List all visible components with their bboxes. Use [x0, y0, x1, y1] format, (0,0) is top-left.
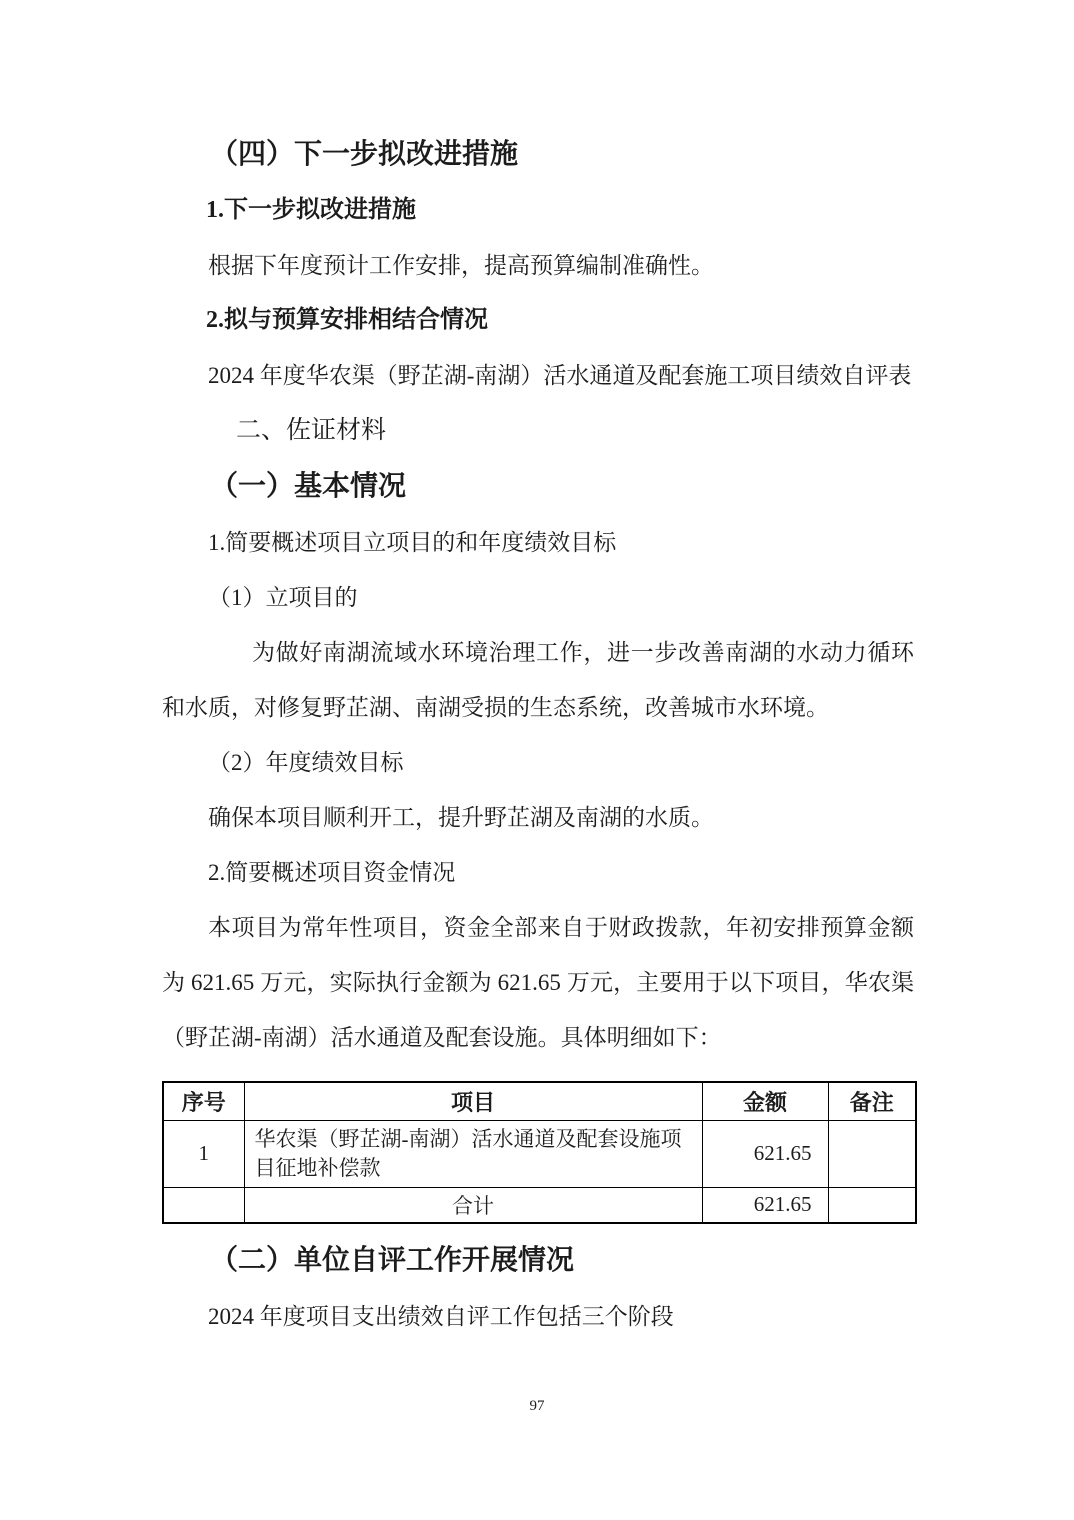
- funding-detail-table: [162, 1081, 917, 1224]
- table-cell-project: 华农渠（野芷湖-南湖）活水通道及配套设施项目征地补偿款: [244, 1120, 702, 1187]
- table-row: [163, 1120, 916, 1187]
- table-cell-index: 1: [163, 1120, 244, 1187]
- table-cell-remark: [828, 1187, 916, 1223]
- paragraph-selfeval-stages: 2024 年度项目支出绩效自评工作包括三个阶段: [208, 1304, 674, 1329]
- paragraph-annual-goal: 确保本项目顺利开工，提升野芷湖及南湖的水质。: [208, 805, 714, 830]
- subheading-budget-combination: 2.拟与预算安排相结合情况: [206, 307, 488, 333]
- paragraph-fund-details: 本项目为常年性项目，资金全部来自于财政拨款，年初安排预算金额为 621.65 万元，实际执行金额为 621.65 万元，主要用于以下项目，华农渠（野芷湖-南湖）活水通道及配套设施。具体明细如下：: [162, 915, 914, 1050]
- paragraph-project-purpose: 为做好南湖流域水环境治理工作，进一步改善南湖的水动力循环和水质，对修复野芷湖、南湖受损的生态系统，改善城市水环境。: [162, 640, 914, 720]
- table-header-remark: 备注: [828, 1082, 916, 1120]
- paragraph-improvement-plan: 根据下年度预计工作安排，提高预算编制准确性。: [208, 253, 714, 278]
- subheading-next-step-measures: 1.下一步拟改进措施: [206, 197, 416, 223]
- table-cell-total-label: 合计: [244, 1187, 702, 1223]
- table-header-project: 项目: [244, 1082, 702, 1120]
- heading-section1-basic-info: （一）基本情况: [210, 471, 407, 502]
- subheading-annual-goal: （2）年度绩效目标: [208, 750, 404, 775]
- table-cell-total-amount: 621.65: [702, 1187, 828, 1223]
- heading-evidence-materials: 二、佐证材料: [236, 417, 387, 444]
- subheading-project-purpose: （1）立项目的: [208, 585, 358, 610]
- page-number: 97: [529, 1398, 545, 1414]
- table-total-row: [163, 1187, 916, 1223]
- paragraph-item2-funds: 2.简要概述项目资金情况: [208, 860, 456, 885]
- table-cell-index: [163, 1187, 244, 1223]
- table-header-amount: 金额: [702, 1082, 828, 1120]
- heading-section4-improvements: （四）下一步拟改进措施: [210, 139, 519, 170]
- table-header-index: 序号: [163, 1082, 244, 1120]
- heading-section2-selfeval-work: （二）单位自评工作开展情况: [210, 1245, 575, 1276]
- paragraph-selfeval-table-ref: 2024 年度华农渠（野芷湖-南湖）活水通道及配套施工项目绩效自评表: [208, 363, 912, 388]
- table-header-row: [163, 1082, 916, 1120]
- paragraph-item1-overview: 1.简要概述项目立项目的和年度绩效目标: [208, 530, 617, 555]
- table-cell-amount: 621.65: [702, 1120, 828, 1187]
- table-cell-remark: [828, 1120, 916, 1187]
